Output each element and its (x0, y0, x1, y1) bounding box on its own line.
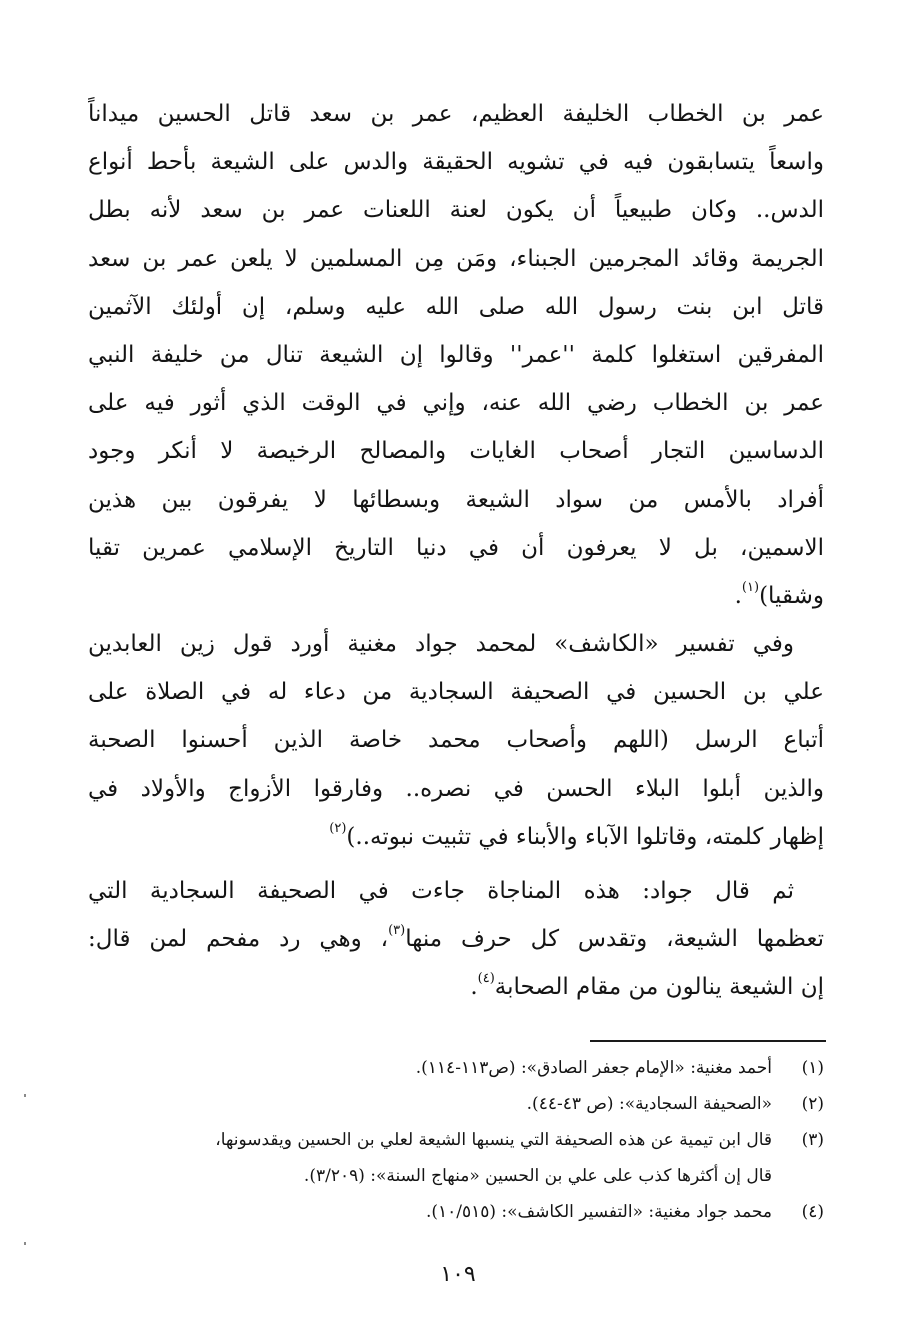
paragraph-1 (88, 90, 824, 620)
footnote-text (88, 1050, 772, 1086)
scan-speck (24, 1242, 26, 1245)
footnote-line: محمد جواد مغنية: «التفسير الكاشف»: (١٠/٥١٥). (425, 1202, 772, 1222)
footnote-ref-3: (٣) (388, 923, 406, 939)
text-line: أتباع الرسل (اللهم وأصحاب محمد خاصة الذين أحسنوا الصحبة (88, 727, 824, 754)
footnote-line: قال إن أكثرها كذب على علي بن الحسين «منهاج السنة»: (٣/٢٠٩). (303, 1166, 772, 1186)
footnote-ref-1: (١) (741, 579, 760, 595)
text-line: الدساسين التجار أصحاب الغايات والمصالح الرخيصة لا أنكر وجود (88, 438, 824, 465)
text-line: عمر بن الخطاب الخليفة العظيم، عمر بن سعد قاتل الحسين ميداناً (88, 101, 824, 127)
text-line: أفراد بالأمس من سواد الشيعة وبسطائها لا يفرقون بين هذين (88, 486, 824, 513)
text-line: وفي تفسير «الكاشف» لمحمد جواد مغنية أورد قول زين العابدين (88, 631, 794, 658)
text-line: الاسمين، بل لا يعرفون أن في دنيا التاريخ الإسلامي عمرين تقيا (88, 534, 824, 561)
paragraph-3 (88, 867, 824, 1012)
text-line (88, 915, 824, 963)
footnote-line: أحمد مغنية: «الإمام جعفر الصادق»: (ص١١٣-١١٤). (415, 1058, 772, 1078)
footnote-number: (٤) (801, 1202, 824, 1222)
text-line (88, 813, 824, 861)
text-run: تعظمها الشيعة، وتقدس كل حرف منها (405, 926, 824, 953)
main-text (88, 90, 824, 1012)
footnote-1 (88, 1050, 824, 1086)
text-run: وشقيا) (759, 582, 824, 609)
text-line: والذين أبلوا البلاء الحسن في نصره.. وفارقوا الأزواج والأولاد في (88, 775, 824, 802)
footnote-text (88, 1122, 772, 1194)
text-line (88, 572, 824, 620)
footnote-separator (590, 1040, 826, 1042)
text-line: عمر بن الخطاب رضي الله عنه، وإني في الوقت الذي أثور فيه على (88, 390, 824, 417)
footnote-text (88, 1086, 772, 1122)
footnote-number: (٣) (801, 1130, 824, 1150)
text-line (88, 963, 824, 1011)
text-line: علي بن الحسين في الصحيفة السجادية من دعاء له في الصلاة على (88, 679, 824, 706)
footnote-2 (88, 1086, 824, 1122)
footnote-4 (88, 1194, 824, 1230)
text-line: ثم قال جواد: هذه المناجاة جاءت في الصحيفة السجادية التي (88, 878, 794, 904)
paragraph-2 (88, 620, 824, 861)
footnote-number: (١) (801, 1058, 824, 1078)
text-run: إظهار كلمته، وقاتلوا الآباء والأبناء في تثبيت نبوته..) (346, 823, 824, 850)
footnote-line: قال ابن تيمية عن هذه الصحيفة التي ينسبها الشيعة لعلي بن الحسين ويقدسونها، (215, 1130, 772, 1150)
text-line: الدس.. وكان طبيعياً أن يكون لعنة اللعنات عمر بن سعد لأنه بطل (88, 197, 824, 224)
footnote-number: (٢) (801, 1094, 824, 1114)
text-line: المفرقين استغلوا كلمة ''عمر'' وقالوا إن الشيعة تنال من خليفة النبي (88, 341, 824, 368)
footnote-ref-2: (٢) (329, 820, 347, 836)
punctuation: . (470, 974, 478, 1001)
footnotes (88, 1050, 824, 1230)
footnote-3 (88, 1122, 824, 1194)
footnote-text (88, 1194, 772, 1230)
footnote-line: «الصحيفة السجادية»: (ص ٤٣-٤٤). (526, 1094, 772, 1114)
page-number: ١٠٩ (440, 1262, 476, 1287)
scan-speck (24, 1094, 26, 1097)
text-run: إن الشيعة ينالون من مقام الصحابة (494, 974, 824, 1001)
text-line: قاتل ابن بنت رسول الله صلى الله عليه وسلم، إن أولئك الآثمين (88, 293, 824, 320)
footnote-ref-4: (٤) (477, 971, 495, 987)
text-run: ، وهي رد مفحم لمن قال: (88, 926, 389, 953)
text-line: واسعاً يتسابقون فيه في تشويه الحقيقة والدس على الشيعة بأحط أنواع (88, 149, 824, 176)
text-line: الجريمة وقائد المجرمين الجبناء، ومَن مِن المسلمين لا يلعن عمر بن سعد (88, 245, 824, 272)
punctuation: . (734, 582, 742, 609)
